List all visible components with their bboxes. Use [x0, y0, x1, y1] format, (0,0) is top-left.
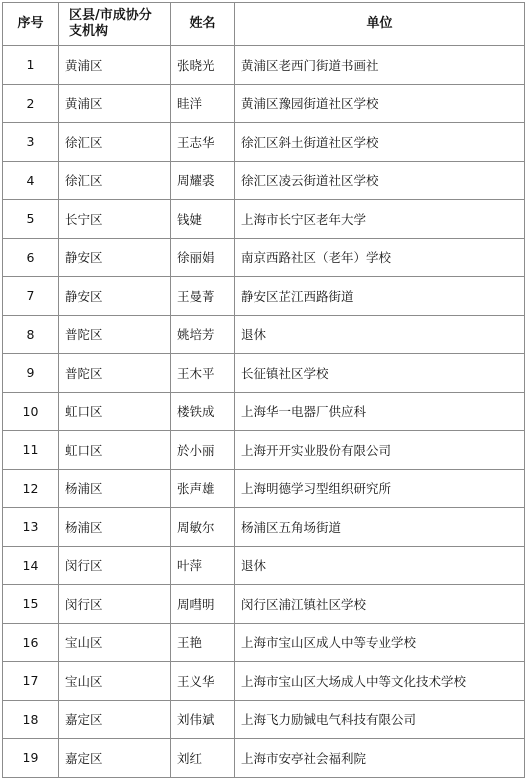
table-row — [3, 238, 525, 277]
cell-unit: 上海市长宁区老年大学 — [235, 200, 525, 239]
cell-unit: 南京西路社区（老年）学校 — [235, 238, 525, 277]
cell-name: 张声雄 — [171, 469, 235, 508]
cell-unit: 上海华一电器厂供应科 — [235, 392, 525, 431]
roster-table — [2, 2, 525, 778]
cell-district: 闵行区 — [59, 546, 171, 585]
cell-serial-number: 7 — [3, 277, 59, 316]
cell-serial-number: 2 — [3, 84, 59, 123]
cell-district: 徐汇区 — [59, 161, 171, 200]
cell-district: 虹口区 — [59, 431, 171, 470]
cell-district: 黄浦区 — [59, 84, 171, 123]
cell-name: 叶萍 — [171, 546, 235, 585]
cell-district: 嘉定区 — [59, 739, 171, 778]
table-row — [3, 700, 525, 739]
cell-name: 於小丽 — [171, 431, 235, 470]
cell-unit: 上海开开实业股份有限公司 — [235, 431, 525, 470]
cell-serial-number: 1 — [3, 46, 59, 85]
cell-district: 宝山区 — [59, 623, 171, 662]
table-row — [3, 508, 525, 547]
header-unit: 单位 — [235, 3, 525, 46]
header-serial-number: 序号 — [3, 3, 59, 46]
cell-district: 宝山区 — [59, 662, 171, 701]
cell-unit: 长征镇社区学校 — [235, 354, 525, 393]
table-row — [3, 123, 525, 162]
cell-unit: 杨浦区五角场街道 — [235, 508, 525, 547]
cell-serial-number: 12 — [3, 469, 59, 508]
cell-district: 静安区 — [59, 277, 171, 316]
cell-unit: 徐汇区凌云街道社区学校 — [235, 161, 525, 200]
cell-serial-number: 10 — [3, 392, 59, 431]
cell-district: 杨浦区 — [59, 508, 171, 547]
cell-unit: 退休 — [235, 546, 525, 585]
cell-serial-number: 9 — [3, 354, 59, 393]
cell-name: 眭洋 — [171, 84, 235, 123]
cell-serial-number: 3 — [3, 123, 59, 162]
cell-serial-number: 8 — [3, 315, 59, 354]
cell-district: 杨浦区 — [59, 469, 171, 508]
cell-district: 静安区 — [59, 238, 171, 277]
cell-unit: 退休 — [235, 315, 525, 354]
cell-serial-number: 13 — [3, 508, 59, 547]
cell-unit: 上海市宝山区成人中等专业学校 — [235, 623, 525, 662]
cell-name: 王志华 — [171, 123, 235, 162]
cell-serial-number: 5 — [3, 200, 59, 239]
cell-serial-number: 6 — [3, 238, 59, 277]
cell-district: 嘉定区 — [59, 700, 171, 739]
cell-district: 徐汇区 — [59, 123, 171, 162]
cell-name: 楼铁成 — [171, 392, 235, 431]
cell-name: 刘红 — [171, 739, 235, 778]
table-row — [3, 315, 525, 354]
cell-name: 周耀裘 — [171, 161, 235, 200]
cell-unit: 静安区芷江西路街道 — [235, 277, 525, 316]
cell-name: 张晓光 — [171, 46, 235, 85]
header-name: 姓名 — [171, 3, 235, 46]
table-row — [3, 277, 525, 316]
table-row — [3, 546, 525, 585]
cell-name: 徐丽娟 — [171, 238, 235, 277]
cell-district: 黄浦区 — [59, 46, 171, 85]
table-row — [3, 662, 525, 701]
cell-name: 周敏尔 — [171, 508, 235, 547]
cell-district: 虹口区 — [59, 392, 171, 431]
cell-district: 闵行区 — [59, 585, 171, 624]
cell-name: 王艳 — [171, 623, 235, 662]
cell-name: 王曼菁 — [171, 277, 235, 316]
table-body — [3, 46, 525, 778]
table-row — [3, 84, 525, 123]
cell-name: 刘伟斌 — [171, 700, 235, 739]
cell-district: 长宁区 — [59, 200, 171, 239]
table-row — [3, 354, 525, 393]
cell-unit: 黄浦区豫园街道社区学校 — [235, 84, 525, 123]
table-row — [3, 739, 525, 778]
cell-unit: 闵行区浦江镇社区学校 — [235, 585, 525, 624]
cell-serial-number: 18 — [3, 700, 59, 739]
cell-serial-number: 17 — [3, 662, 59, 701]
cell-serial-number: 14 — [3, 546, 59, 585]
cell-unit: 上海市宝山区大场成人中等文化技术学校 — [235, 662, 525, 701]
cell-unit: 上海飞力励铖电气科技有限公司 — [235, 700, 525, 739]
cell-serial-number: 15 — [3, 585, 59, 624]
cell-serial-number: 16 — [3, 623, 59, 662]
table-header — [3, 3, 525, 46]
cell-name: 王义华 — [171, 662, 235, 701]
cell-name: 周嘒明 — [171, 585, 235, 624]
table-row — [3, 431, 525, 470]
cell-serial-number: 19 — [3, 739, 59, 778]
cell-unit: 上海市安亭社会福利院 — [235, 739, 525, 778]
header-row — [3, 3, 525, 46]
header-district: 区县/市成协分支机构 — [59, 3, 171, 46]
cell-name: 王木平 — [171, 354, 235, 393]
table-row — [3, 392, 525, 431]
cell-unit: 上海明德学习型组织研究所 — [235, 469, 525, 508]
table-row — [3, 200, 525, 239]
cell-unit: 黄浦区老西门街道书画社 — [235, 46, 525, 85]
cell-district: 普陀区 — [59, 315, 171, 354]
table-row — [3, 469, 525, 508]
table-row — [3, 161, 525, 200]
table-row — [3, 46, 525, 85]
cell-serial-number: 4 — [3, 161, 59, 200]
table-row — [3, 585, 525, 624]
cell-unit: 徐汇区斜土街道社区学校 — [235, 123, 525, 162]
cell-district: 普陀区 — [59, 354, 171, 393]
table-row — [3, 623, 525, 662]
cell-serial-number: 11 — [3, 431, 59, 470]
cell-name: 钱婕 — [171, 200, 235, 239]
cell-name: 姚培芳 — [171, 315, 235, 354]
